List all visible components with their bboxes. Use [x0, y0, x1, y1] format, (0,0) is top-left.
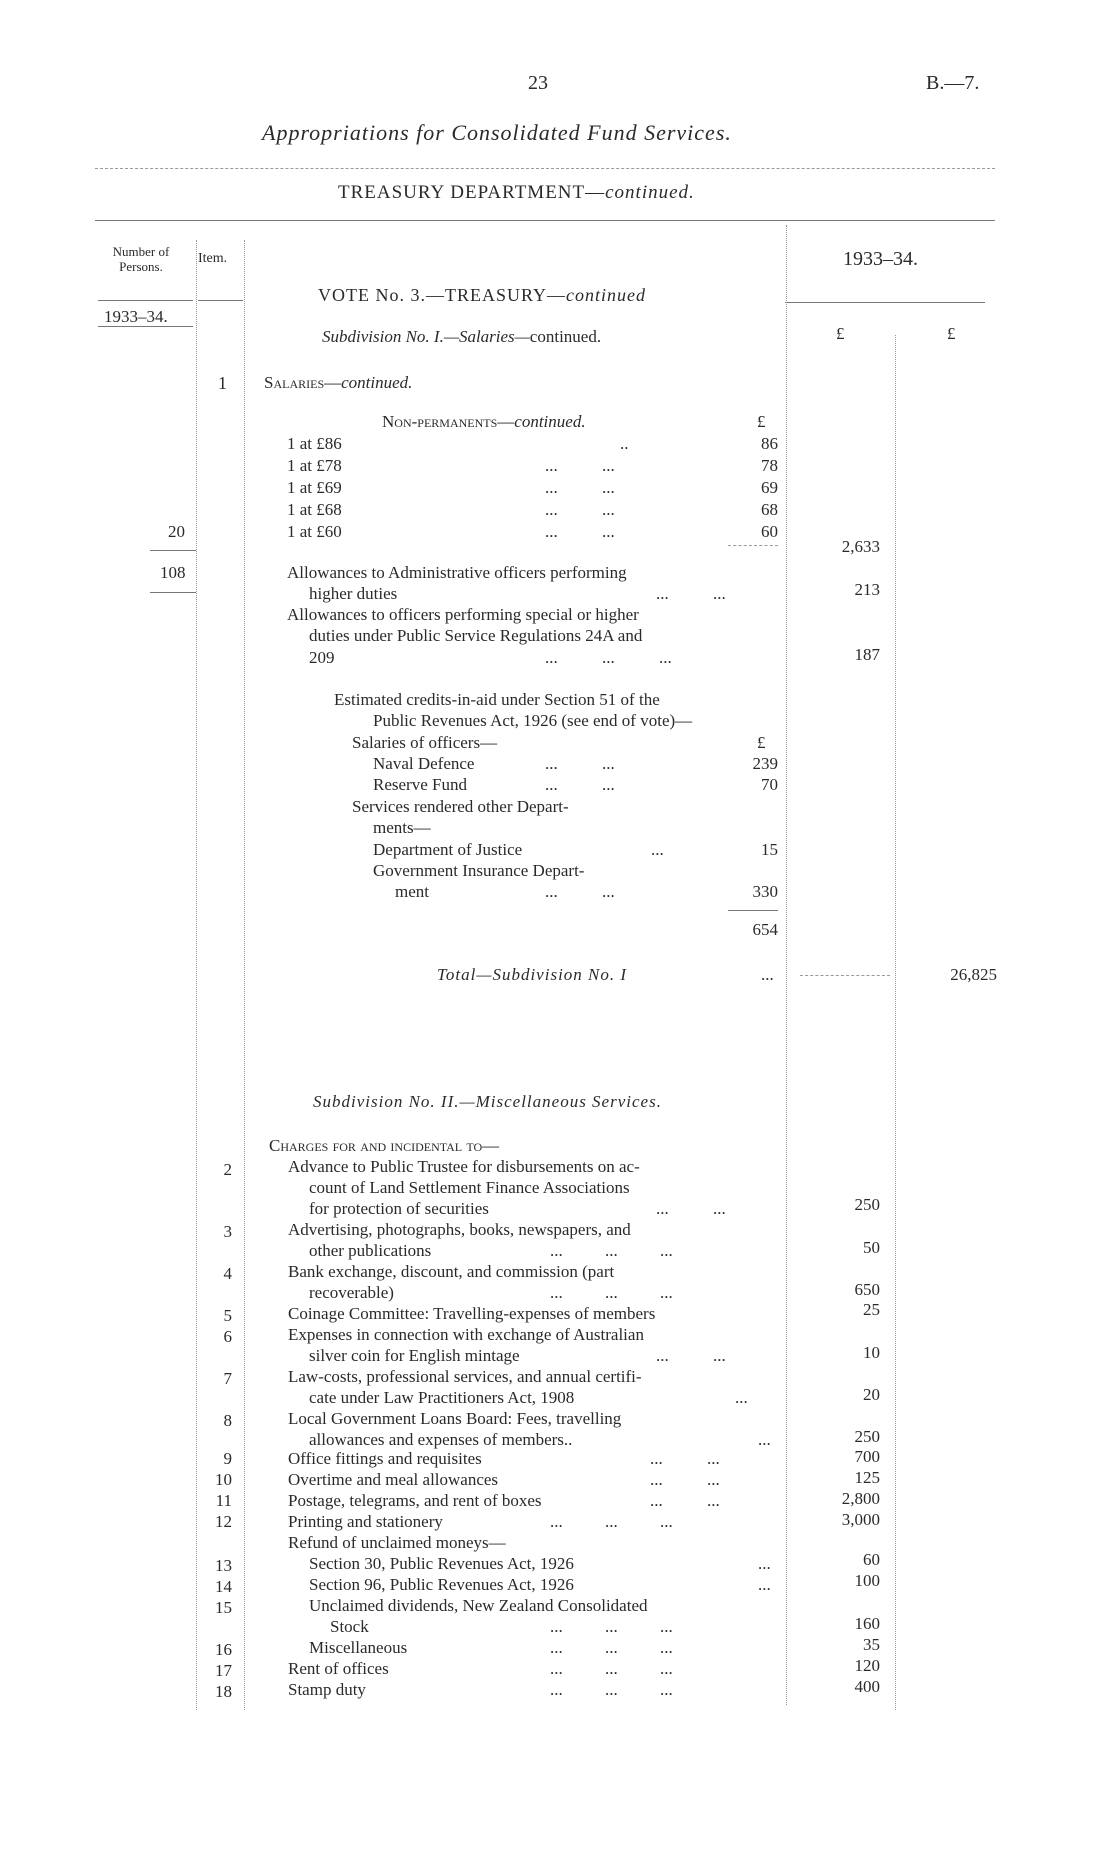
credits-sum-rule [728, 910, 778, 911]
non-permanents-pound: £ [757, 412, 766, 431]
leader-dots: ... ... ... [550, 1283, 673, 1302]
leader-dots: ... ... ... [550, 1241, 673, 1260]
leader-dots: ... ... [650, 1449, 720, 1468]
item-line: Rent of offices [288, 1659, 389, 1678]
leader-dots: ... ... ... [545, 648, 672, 667]
vote-continued: continued [566, 285, 646, 305]
item-number: 4 [223, 1264, 232, 1283]
allowance-2-line-2: duties under Public Service Regulations 24A and [309, 626, 643, 645]
item-amount: 400 [854, 1677, 880, 1696]
leader-dots: ... ... ... [550, 1638, 673, 1657]
item-number: 5 [223, 1306, 232, 1325]
credit-government-line-1: Government Insurance Depart- [373, 861, 585, 880]
non-permanent-label: 1 at £86 [287, 434, 342, 453]
leader-dots: ... [758, 1575, 771, 1594]
item-amount: 25 [863, 1300, 880, 1319]
credits-total: 654 [752, 920, 778, 939]
non-permanent-amount: 68 [761, 500, 778, 519]
persons-header-rule [98, 300, 193, 301]
non-permanents-total: 2,633 [841, 537, 880, 556]
item-number: 17 [215, 1661, 232, 1680]
item-amount: 250 [854, 1195, 880, 1214]
leader-dots: ... ... [656, 584, 726, 603]
credit-services-line-2: ments— [373, 818, 431, 837]
leader-dots: ... [761, 965, 774, 984]
item-amount: 125 [854, 1468, 880, 1487]
item-line: silver coin for English mintage [309, 1346, 520, 1365]
item-line: cate under Law Practitioners Act, 1908 [309, 1388, 575, 1407]
item-line: Law-costs, professional services, and annual certifi- [288, 1367, 642, 1386]
leader-dots: ... ... [545, 478, 615, 497]
persons-year-rule [98, 326, 193, 327]
refund-heading: Refund of unclaimed moneys— [288, 1533, 506, 1552]
leader-dots: ... ... [656, 1346, 726, 1365]
item-number: 11 [215, 1491, 232, 1510]
subdivision-1-title: Subdivision No. I.—Salaries— [322, 327, 530, 346]
persons-year-header: 1933–34. [104, 307, 168, 326]
item-line: Overtime and meal allowances [288, 1470, 499, 1489]
item-amount: 20 [863, 1385, 880, 1404]
salaries-heading [264, 373, 412, 393]
salaries-continued: continued. [341, 373, 413, 392]
item-header-rule [198, 300, 243, 301]
non-permanent-label: 1 at £68 [287, 500, 342, 519]
allowance-1-line-1: Allowances to Administrative officers performing [287, 563, 627, 582]
total-subdivision-1-rule [800, 975, 890, 976]
item-amount: 50 [863, 1238, 880, 1257]
department-continued: continued. [605, 182, 695, 203]
leader-dots: ... ... [545, 500, 615, 519]
subdivision-2-title: Subdivision No. II.—Miscellaneous Services. [313, 1092, 662, 1111]
vote-heading [318, 285, 646, 306]
vote-title: VOTE No. 3.—TREASURY— [318, 285, 567, 305]
non-permanents-heading [382, 412, 586, 432]
item-number: 7 [223, 1369, 232, 1388]
item-number: 10 [215, 1470, 232, 1489]
leader-dots: ... ... [656, 1199, 726, 1218]
leader-dots: .. [620, 434, 629, 453]
leader-dots: ... ... [545, 456, 615, 475]
leader-dots: ... [735, 1388, 748, 1407]
credit-naval-label: Naval Defence [373, 754, 475, 773]
item-line: recoverable) [309, 1283, 394, 1302]
leader-dots: ... ... ... [550, 1680, 673, 1699]
item-number: 3 [223, 1222, 232, 1241]
leader-dots: ... ... [545, 775, 615, 794]
non-permanents-label: Non-permanents— [382, 412, 515, 431]
item-amount: 35 [863, 1635, 880, 1654]
amount-column-divider [786, 225, 787, 1705]
allowance-2-amount: 187 [854, 645, 880, 664]
non-permanent-label: 1 at £69 [287, 478, 342, 497]
persons-total: 108 [160, 563, 186, 582]
department-name: TREASURY DEPARTMENT— [338, 182, 606, 203]
page-number: 23 [528, 72, 548, 94]
non-permanents-persons: 20 [168, 522, 185, 541]
leader-dots: ... ... ... [550, 1512, 673, 1531]
item-amount: 100 [854, 1571, 880, 1590]
item-amount: 3,000 [841, 1510, 880, 1529]
item-line: Bank exchange, discount, and commission (part [288, 1262, 615, 1281]
item-number: 16 [215, 1640, 232, 1659]
leader-dots: ... ... [545, 754, 615, 773]
item-line: for protection of securities [309, 1199, 489, 1218]
item-line: Stamp duty [288, 1680, 366, 1699]
item-line: Section 30, Public Revenues Act, 1926 [309, 1554, 574, 1573]
leader-dots: ... ... ... [550, 1659, 673, 1678]
allowance-1-amount: 213 [854, 580, 880, 599]
non-permanent-amount: 86 [761, 434, 778, 453]
item-line: other publications [309, 1241, 432, 1260]
allowance-2-line-3: 209 [309, 648, 335, 667]
credit-services-line-1: Services rendered other Depart- [352, 797, 569, 816]
allowance-1-line-2: higher duties [309, 584, 398, 603]
item-column-header: Item. [198, 251, 228, 266]
leader-dots: ... [758, 1554, 771, 1573]
item-number: 18 [215, 1682, 232, 1701]
total-subdivision-1-amount: 26,825 [950, 965, 997, 984]
persons-column-header: Number of Persons. [112, 244, 170, 274]
item-line: Miscellaneous [309, 1638, 408, 1657]
item-amount: 2,800 [841, 1489, 880, 1508]
leader-dots: ... ... [650, 1491, 720, 1510]
leader-dots: ... [651, 840, 664, 859]
item-amount: 700 [854, 1447, 880, 1466]
credit-government-line-2: ment [395, 882, 429, 901]
item-line: Unclaimed dividends, New Zealand Consolidated [309, 1596, 648, 1615]
credit-naval-amount: 239 [752, 754, 778, 773]
total-column-divider [895, 335, 896, 1710]
item-number: 14 [215, 1577, 232, 1596]
pound-column-2: £ [947, 324, 956, 343]
non-permanent-amount: 69 [761, 478, 778, 497]
subdivision-1-heading [322, 327, 601, 347]
item-line: Local Government Loans Board: Fees, travelling [288, 1409, 622, 1428]
item-line: Stock [330, 1617, 369, 1636]
credits-line-2: Public Revenues Act, 1926 (see end of vote)— [373, 711, 693, 730]
item-number: 6 [223, 1327, 232, 1346]
credits-salaries-heading: Salaries of officers— [352, 733, 498, 752]
item-line: Office fittings and requisites [288, 1449, 482, 1468]
non-permanents-continued: continued. [514, 412, 586, 431]
item-amount: 120 [854, 1656, 880, 1675]
credits-pound: £ [757, 733, 766, 752]
amount-year-header: 1933–34. [843, 248, 918, 270]
leader-dots: ... [758, 1430, 771, 1449]
item-line: Printing and stationery [288, 1512, 443, 1531]
credits-line-1: Estimated credits-in-aid under Section 51 of the [334, 690, 660, 709]
item-number: 12 [215, 1512, 232, 1531]
item-line: allowances and expenses of members.. [309, 1430, 573, 1449]
page-title: Appropriations for Consolidated Fund Services. [262, 120, 732, 145]
non-permanent-amount: 60 [761, 522, 778, 541]
item-line: count of Land Settlement Finance Associations [309, 1178, 630, 1197]
leader-dots: ... ... [545, 522, 615, 541]
leader-dots: ... ... [545, 882, 615, 901]
item-line: Postage, telegrams, and rent of boxes [288, 1491, 542, 1510]
persons-column-divider [196, 240, 197, 1710]
item-amount: 10 [863, 1343, 880, 1362]
pound-column-1: £ [836, 324, 845, 343]
item-number: 2 [223, 1160, 232, 1179]
item-number: 15 [215, 1598, 232, 1617]
persons-subtotal-rule [150, 550, 196, 551]
persons-total-rule [150, 592, 196, 593]
item-line: Advertising, photographs, books, newspapers, and [288, 1220, 631, 1239]
credit-reserve-label: Reserve Fund [373, 775, 467, 794]
item-line: Advance to Public Trustee for disbursements on ac- [288, 1157, 640, 1176]
credit-reserve-amount: 70 [761, 775, 778, 794]
department-heading [338, 182, 695, 204]
amount-header-rule [785, 302, 985, 303]
item-amount: 250 [854, 1427, 880, 1446]
document-reference: B.—7. [926, 72, 980, 94]
leader-dots: ... ... [650, 1470, 720, 1489]
item-amount: 60 [863, 1550, 880, 1569]
non-permanent-label: 1 at £60 [287, 522, 342, 541]
item-number: 8 [223, 1411, 232, 1430]
item-line: Coinage Committee: Travelling-expenses of members [288, 1304, 656, 1323]
credit-government-amount: 330 [752, 882, 778, 901]
item-amount: 160 [854, 1614, 880, 1633]
item-line: Expenses in connection with exchange of Australian [288, 1325, 644, 1344]
salaries-label: Salaries— [264, 373, 342, 392]
leader-dots: ... ... ... [550, 1617, 673, 1636]
subdivision-1-continued: continued. [529, 327, 602, 346]
credit-justice-label: Department of Justice [373, 840, 523, 859]
allowance-2-line-1: Allowances to officers performing special or higher [287, 605, 639, 624]
header-rule [95, 220, 995, 221]
item-number: 9 [223, 1449, 232, 1468]
non-permanent-label: 1 at £78 [287, 456, 342, 475]
total-subdivision-1-label: Total—Subdivision No. I [437, 965, 628, 984]
item-line: Section 96, Public Revenues Act, 1926 [309, 1575, 574, 1594]
salaries-item-number: 1 [218, 373, 227, 393]
non-permanent-amount: 78 [761, 456, 778, 475]
non-permanents-sum-rule [728, 545, 778, 546]
item-column-divider [244, 240, 245, 1710]
item-number: 13 [215, 1556, 232, 1575]
title-rule [95, 168, 995, 169]
item-amount: 650 [854, 1280, 880, 1299]
charges-heading: Charges for and incidental to— [269, 1136, 500, 1155]
credit-justice-amount: 15 [761, 840, 778, 859]
